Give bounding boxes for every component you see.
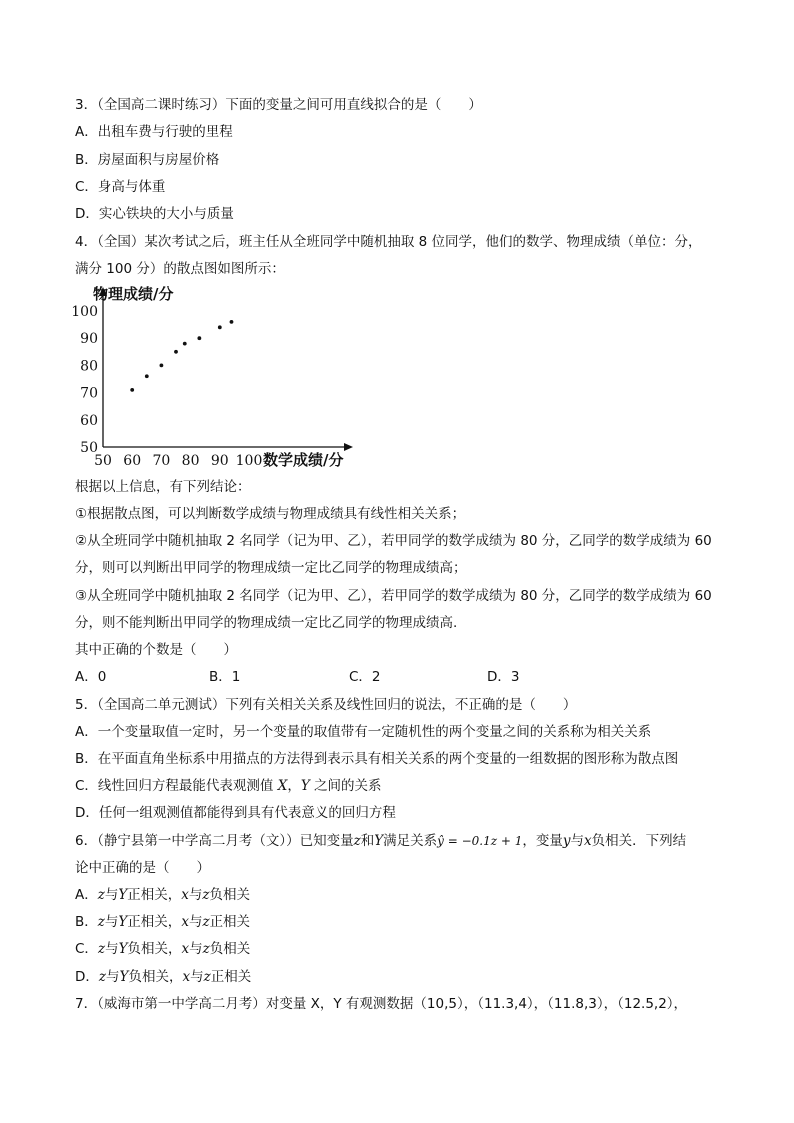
relation-type: 正相关 xyxy=(209,914,251,930)
q6-option-d xyxy=(75,968,251,986)
x-tick-label-80: 80 xyxy=(181,453,200,469)
relation-word: 与 xyxy=(188,887,203,903)
var-z: z xyxy=(202,914,210,930)
var-z: z xyxy=(353,833,361,849)
var-x: x xyxy=(181,941,190,957)
q4-statement-2-line1: ②从全班同学中随机抽取 2 名同学（记为甲、乙），若甲同学的数学成绩为 80 分，乙同学的数学成绩为 60 xyxy=(75,533,712,549)
relation-word: 与 xyxy=(105,941,119,957)
relation-type: 负相关 xyxy=(209,941,251,957)
q5-c-post: 之间的关系 xyxy=(309,778,382,794)
var-z: z xyxy=(202,941,210,957)
q4-after-chart: 根据以上信息，有下列结论： xyxy=(75,479,251,495)
q3-option-c: C．身高与体重 xyxy=(75,179,166,195)
var-z: z xyxy=(202,887,210,903)
x-axis-label: 数学成绩/分 xyxy=(263,451,344,469)
scatter-point xyxy=(174,350,178,354)
scatter-point xyxy=(145,374,149,378)
relation-type: 正相关， xyxy=(127,914,182,930)
q4-stem-line2: 满分 100 分）的散点图如图所示： xyxy=(75,261,285,277)
var-y: y xyxy=(562,833,571,849)
y-tick-label-80: 80 xyxy=(80,358,98,375)
var-Y: Y xyxy=(119,969,129,985)
relation-type: 负相关 xyxy=(209,887,251,903)
q4-statement-1: ①根据散点图，可以判断数学成绩与物理成绩具有线性相关关系； xyxy=(75,506,466,522)
var-z: z xyxy=(97,914,105,930)
x-tick-label-50: 50 xyxy=(94,453,112,469)
option-letter: C． xyxy=(75,941,98,957)
var-Y: Y xyxy=(118,914,128,930)
x-tick-label-90: 90 xyxy=(210,453,229,469)
regression-equation: ŷ = −0.1z + 1 xyxy=(437,834,523,848)
var-x: x xyxy=(584,833,592,849)
y-tick-label-100: 100 xyxy=(71,304,98,320)
var-Y: Y xyxy=(118,887,128,903)
var-Y: Y xyxy=(374,833,384,849)
y-tick-label-50: 50 xyxy=(80,440,98,456)
q6-option-b xyxy=(75,913,250,931)
q3-option-a: A．出租车费与行驶的里程 xyxy=(75,124,233,140)
relation-type: 负相关， xyxy=(127,941,182,957)
q4-option-d: D．3 xyxy=(487,669,520,685)
y-tick-label-70: 70 xyxy=(80,385,98,402)
relation-type: 负相关， xyxy=(128,969,183,985)
scatter-point xyxy=(218,325,222,329)
scatter-chart xyxy=(71,283,365,473)
q3-option-b: B．房屋面积与房屋价格 xyxy=(75,152,220,168)
relation-type: 正相关， xyxy=(127,887,182,903)
var-z: z xyxy=(97,941,106,957)
y-tick-label-90: 90 xyxy=(80,331,98,348)
q6-l1-comma: ，变量 xyxy=(522,833,563,849)
q4-statement-3-line1: ③从全班同学中随机抽取 2 名同学（记为甲、乙），若甲同学的数学成绩为 80 分，乙同学的数学成绩为 60 xyxy=(75,588,712,604)
var-Y: Y xyxy=(118,941,128,957)
q5-c-pre: C．线性回归方程最能代表观测值 xyxy=(75,778,278,794)
y-tick-label-60: 60 xyxy=(80,412,98,429)
relation-word: 与 xyxy=(190,969,204,985)
y-axis-label: 物理成绩/分 xyxy=(93,285,174,303)
relation-word: 与 xyxy=(104,914,119,930)
scatter-point xyxy=(183,342,187,346)
var-Y: Y xyxy=(300,778,310,794)
option-letter: D． xyxy=(75,969,99,985)
q4-question: 其中正确的个数是（ ） xyxy=(75,642,237,658)
scatter-point xyxy=(160,364,164,368)
x-tick-label-60: 60 xyxy=(123,453,142,469)
option-letter: A． xyxy=(75,887,98,903)
relation-word: 与 xyxy=(188,914,203,930)
scatter-point xyxy=(230,320,234,324)
q6-option-c xyxy=(75,940,250,958)
var-x: x xyxy=(181,887,189,903)
q5-option-c xyxy=(75,777,382,795)
q3-option-d: D．实心铁块的大小与质量 xyxy=(75,206,234,222)
q4-stem-line1: 4．（全国）某次考试之后，班主任从全班同学中随机抽取 8 位同学，他们的数学、物理成绩（单位：分， xyxy=(75,234,702,250)
relation-word: 与 xyxy=(106,969,120,985)
q4-option-c: C．2 xyxy=(349,669,381,685)
q6-option-a xyxy=(75,886,250,904)
relation-word: 与 xyxy=(104,887,119,903)
q6-l1-pre: 6．（静宁县第一中学高二月考（文））已知变量 xyxy=(75,833,354,849)
var-x: x xyxy=(181,914,189,930)
q4-statement-3-line2: 分，则不能判断出甲同学的物理成绩一定比乙同学的物理成绩高. xyxy=(75,615,458,631)
y-tick-labels xyxy=(71,304,98,456)
scatter-point xyxy=(197,336,201,340)
x-tick-labels xyxy=(94,453,262,469)
q6-stem-line1 xyxy=(75,832,686,850)
q5-option-b: B．在平面直角坐标系中用描点的方法得到表示具有相关关系的两个变量的一组数据的图形称为散点图 xyxy=(75,751,679,767)
q6-l1-post: 负相关．下列结 xyxy=(591,833,687,849)
relation-type: 正相关 xyxy=(210,969,252,985)
x-axis-arrow xyxy=(344,443,353,451)
var-z: z xyxy=(97,887,105,903)
q4-option-a: A．0 xyxy=(75,669,107,685)
q4-statement-2-line2: 分，则可以判断出甲同学的物理成绩一定比乙同学的物理成绩高； xyxy=(75,560,467,576)
relation-word: 与 xyxy=(189,941,203,957)
q7-stem-line1: 7．（威海市第一中学高二月考）对变量 X，Y 有观测数据（10,5），（11.3,4），（11.8,3），（12.5,2）， xyxy=(75,996,688,1012)
q6-l1-mid: 满足关系 xyxy=(383,833,438,849)
var-z: z xyxy=(203,969,211,985)
scatter-point xyxy=(130,388,134,392)
x-tick-label-70: 70 xyxy=(152,453,171,469)
q5-stem: 5．（全国高二单元测试）下列有关相关关系及线性回归的说法，不正确的是（ ） xyxy=(75,697,577,713)
var-X: X xyxy=(277,778,288,794)
q6-l1-with: 与 xyxy=(570,833,585,849)
q5-c-sep: ， xyxy=(287,778,301,794)
var-x: x xyxy=(182,969,191,985)
option-letter: B． xyxy=(75,914,98,930)
q6-stem-line2: 论中正确的是（ ） xyxy=(75,860,210,876)
x-tick-label-100: 100 xyxy=(235,453,263,469)
q4-option-b: B．1 xyxy=(209,669,241,685)
q5-option-a: A．一个变量取值一定时，另一个变量的取值带有一定随机性的两个变量之间的关系称为相关关系 xyxy=(75,724,652,740)
chart-axes xyxy=(99,287,353,451)
var-z: z xyxy=(98,969,107,985)
scatter-points xyxy=(130,320,233,392)
q3-stem: 3．（全国高二课时练习）下面的变量之间可用直线拟合的是（ ） xyxy=(75,97,482,113)
q6-l1-and: 和 xyxy=(360,833,375,849)
q5-option-d: D．任何一组观测值都能得到具有代表意义的回归方程 xyxy=(75,805,396,821)
